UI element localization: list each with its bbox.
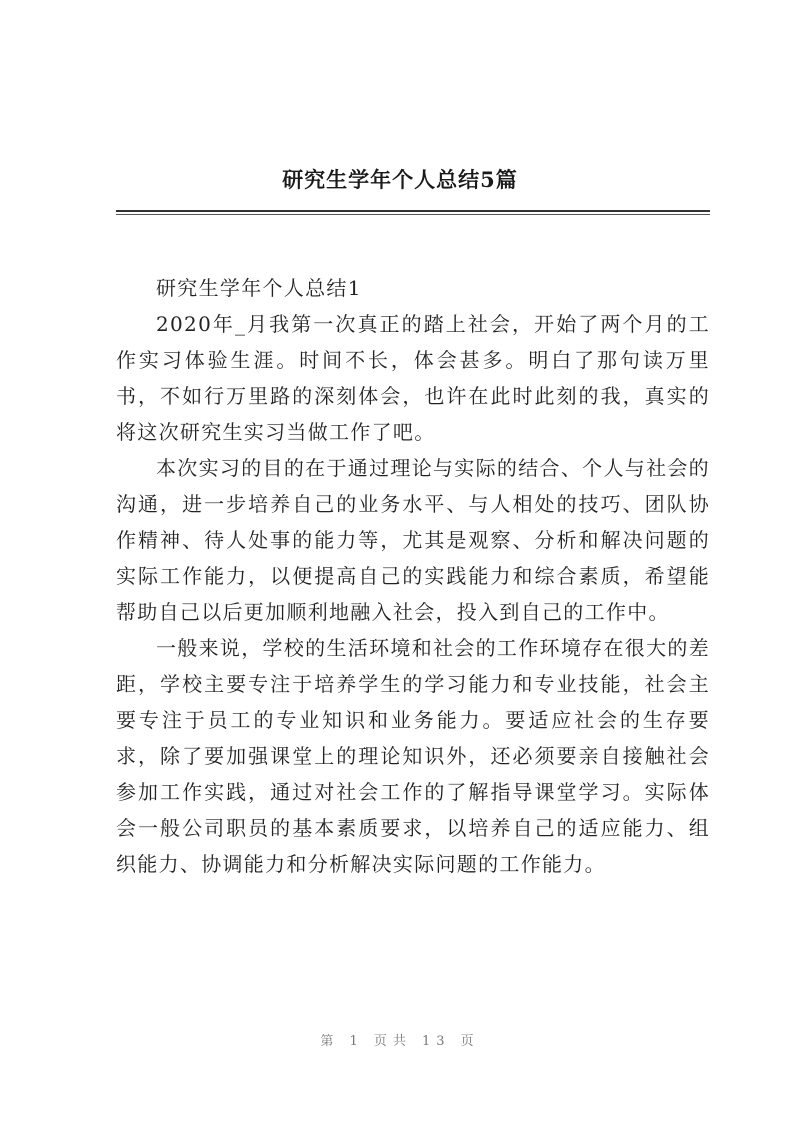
section-heading: 研究生学年个人总结1 <box>156 276 362 300</box>
document-title: 研究生学年个人总结5篇 <box>282 167 518 192</box>
document-body <box>116 270 710 882</box>
title-divider-thick <box>116 210 710 212</box>
title-divider-thin <box>116 214 710 215</box>
paragraph-2: 本次实习的目的在于通过理论与实际的结合、个人与社会的沟通，进一步培养自己的业务水平、与人相处的技巧、团队协作精神、待人处事的能力等，尤其是观察、分析和解决问题的实际工作能力，以便提高自己的实践能力和综合素质，希望能帮助自己以后更加顺利地融入社会，投入到自己的工作中。 <box>116 456 710 624</box>
page-number-footer: 第 1 页共 13 页 <box>320 1034 480 1049</box>
paragraph-3: 一般来说，学校的生活环境和社会的工作环境存在很大的差距，学校主要专注于培养学生的学习能力和专业技能，社会主要专注于员工的专业知识和业务能力。要适应社会的生存要求，除了要加强课堂上的理论知识外，还必须要亲自接触社会参加工作实践，通过对社会工作的了解指导课堂学习。实际体会一般公司职员的基本素质要求，以培养自己的适应能力、组织能力、协调能力和分析解决实际问题的工作能力。 <box>116 636 710 876</box>
paragraph-1: 2020年_月我第一次真正的踏上社会，开始了两个月的工作实习体验生涯。时间不长，体会甚多。明白了那句读万里书，不如行万里路的深刻体会，也许在此时此刻的我，真实的将这次研究生实习当做工作了吧。 <box>116 312 710 444</box>
